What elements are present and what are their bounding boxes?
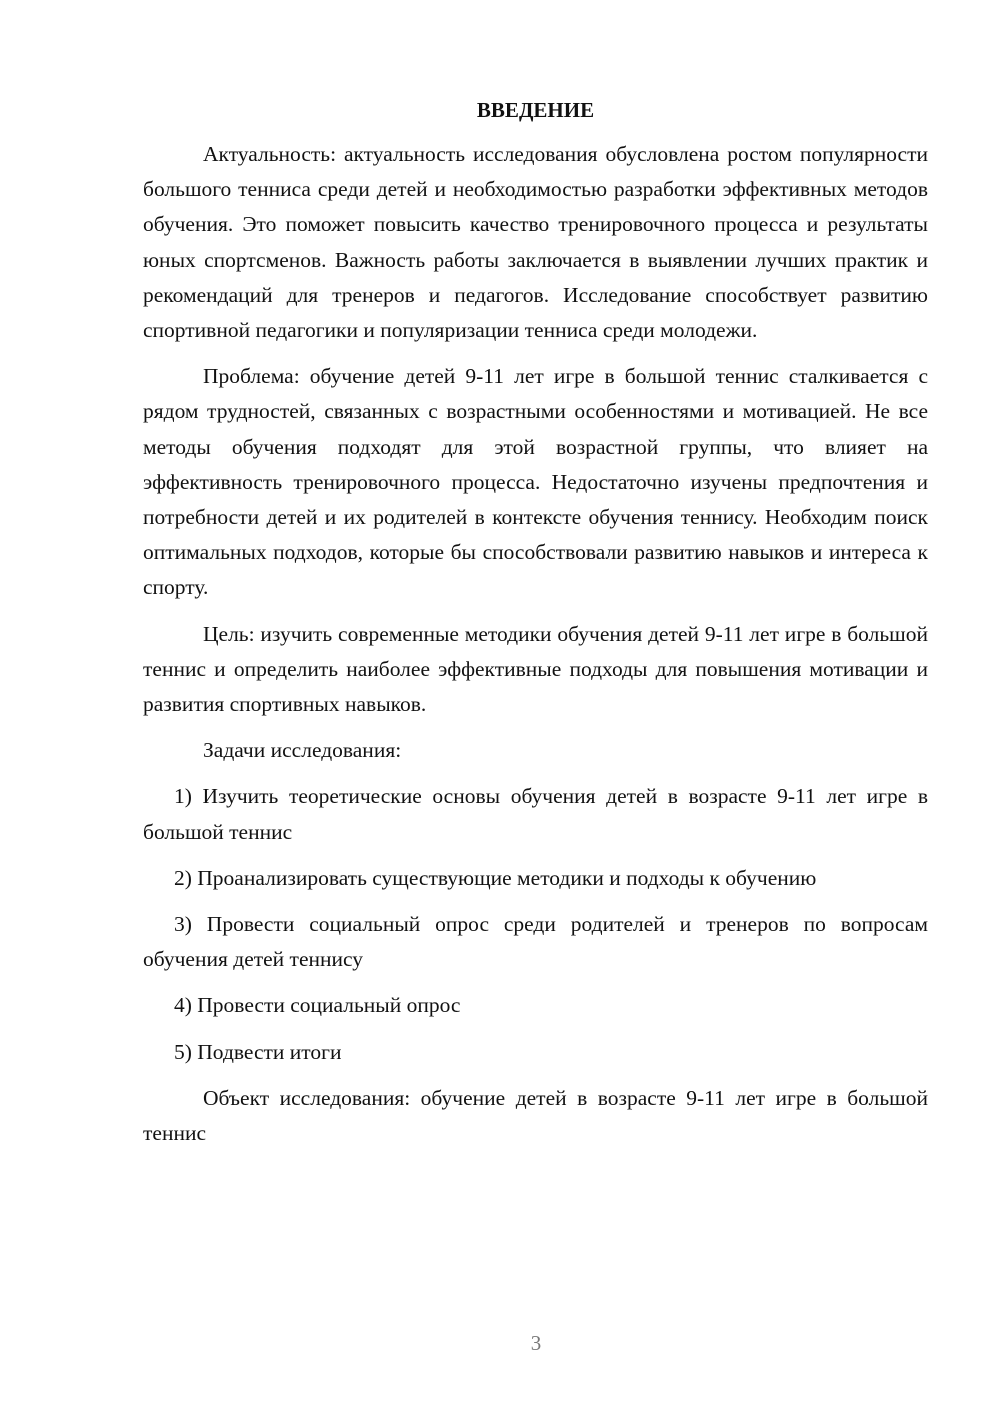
paragraph-relevance: Актуальность: актуальность исследования обусловлена ростом популярности большого тенниса среди детей и необходимостью разработки эффективных методов обучения. Это поможет повысить качество тренировочного процесса и результаты юных спортсменов. Важность работы заключается в выявлении лучших практик и рекомендаций для тренеров и педагогов. Исследование способствует развитию спортивной педагогики и популяризации тенниса среди молодежи. bbox=[143, 142, 928, 343]
page-content bbox=[143, 92, 928, 1162]
tasks-list bbox=[143, 779, 928, 1069]
paragraph-problem: Проблема: обучение детей 9-11 лет игре в большой теннис сталкивается с рядом трудностей, связанных с возрастными особенностями и мотивацией. Не все методы обучения подходят для этой возрастной группы, что влияет на эффективность тренировочного процесса. Недостаточно изучены предпочтения и потребности детей и их родителей в контексте обучения теннису. Необходим поиск оптимальных подходов, которые бы способствовали развитию навыков и интереса к спорту. bbox=[143, 364, 928, 600]
paragraph-goal: Цель: изучить современные методики обучения детей 9-11 лет игре в большой теннис и определить наиболее эффективные подходы для повышения мотивации и развития спортивных навыков. bbox=[143, 621, 928, 717]
task-item: 4) Провести социальный опрос bbox=[174, 993, 461, 1018]
tasks-heading: Задачи исследования: bbox=[203, 738, 402, 763]
task-item: 3) Провести социальный опрос среди родителей и тренеров по вопросам обучения детей теннису bbox=[143, 912, 928, 972]
paragraph-object: Объект исследования: обучение детей в возрасте 9-11 лет игре в большой теннис bbox=[143, 1085, 928, 1146]
page-title: ВВЕДЕНИЕ bbox=[476, 98, 595, 122]
task-item: 1) Изучить теоретические основы обучения детей в возрасте 9-11 лет игре в большой теннис bbox=[143, 784, 928, 844]
task-item: 5) Подвести итоги bbox=[174, 1039, 342, 1064]
task-item: 2) Проанализировать существующие методики и подходы к обучению bbox=[174, 865, 817, 890]
page-number: 3 bbox=[530, 1331, 542, 1355]
